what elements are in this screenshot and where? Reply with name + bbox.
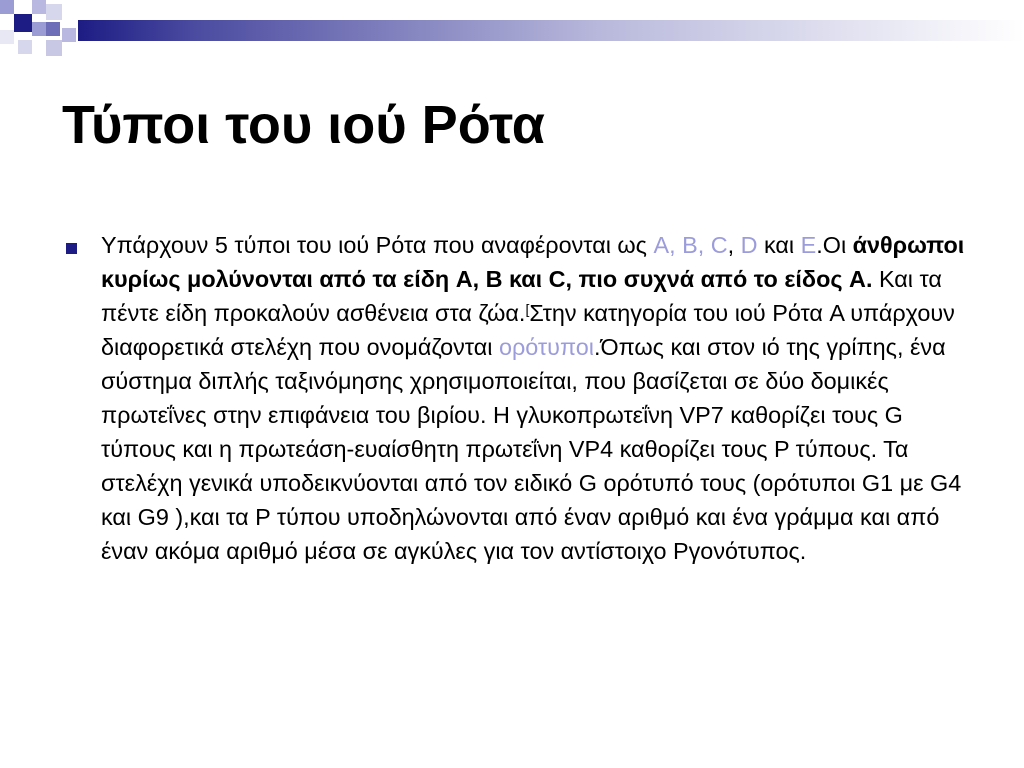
deco-square xyxy=(0,30,14,44)
link-type-e[interactable]: E xyxy=(800,232,817,258)
bold-emphasis-text: άνθρωποι κυρίως μολύνονται από τα είδη A, B και C, πιο συχνά από το είδος A. xyxy=(101,232,965,292)
link-type-d[interactable]: D xyxy=(740,232,758,258)
header-decoration xyxy=(0,0,1024,70)
text-separator: , xyxy=(727,232,741,258)
body-text-span: Υπάρχουν 5 τύποι του ιού Ρότα που αναφέρονται ως xyxy=(101,232,654,258)
link-type-c[interactable]: C xyxy=(710,232,728,258)
square-bullet-icon xyxy=(66,243,77,254)
link-separator: , xyxy=(669,232,683,258)
deco-square xyxy=(46,4,62,20)
deco-square xyxy=(0,0,14,14)
slide-body-paragraph xyxy=(101,228,971,568)
deco-square xyxy=(32,22,46,36)
body-text-span: .Όπως και στον ιό της γρίπης, ένα σύστημα διπλής ταξινόμησης χρησιμοποιείται, που βασίζεται σε δύο δομικές πρωτεΐνες στην επιφάνεια του βιρίου. Η γλυκοπρωτεΐνη VP7 καθορίζει τους G τύπους και η πρωτεάση-ευαίσθητη πρωτεΐνη VP4 καθορίζει τους P τύπους. Τα στελέχη γενικά υποδεικνύονται από τον ειδικό G ορότυπό τους (ορότυποι G1 με G4 και G9 ),και τα P τύπου υποδηλώνονται από έναν αριθμό και ένα γράμμα και από έναν ακόμα αριθμό μέσα σε αγκύλες για τον αντίστοιχο Pγονότυπος. xyxy=(101,334,962,564)
deco-square xyxy=(46,22,60,36)
body-text-span: Στην κατηγορία του ιού Ρότα A υπάρχουν διαφορετικά στελέχη που ονομάζονται xyxy=(101,300,955,360)
link-separator: , xyxy=(697,232,711,258)
deco-square xyxy=(32,0,46,14)
deco-square xyxy=(14,14,32,32)
link-type-b[interactable]: B xyxy=(682,232,698,258)
link-serotypes[interactable]: ορότυποι xyxy=(498,334,594,360)
deco-square xyxy=(18,40,32,54)
link-type-a[interactable]: A xyxy=(653,232,670,258)
header-gradient-bar xyxy=(78,20,1024,41)
body-text-span: Και τα πέντε είδη προκαλούν ασθένεια στα ζώα. xyxy=(101,266,942,326)
body-text-span: και xyxy=(757,232,801,258)
deco-square xyxy=(62,0,76,14)
citation-bracket[interactable]: [ xyxy=(525,301,530,317)
body-text-span: .Οι xyxy=(816,232,853,258)
slide-title: Τύποι του ιού Ρότα xyxy=(62,95,545,155)
deco-square xyxy=(62,28,76,42)
deco-square xyxy=(46,40,62,56)
